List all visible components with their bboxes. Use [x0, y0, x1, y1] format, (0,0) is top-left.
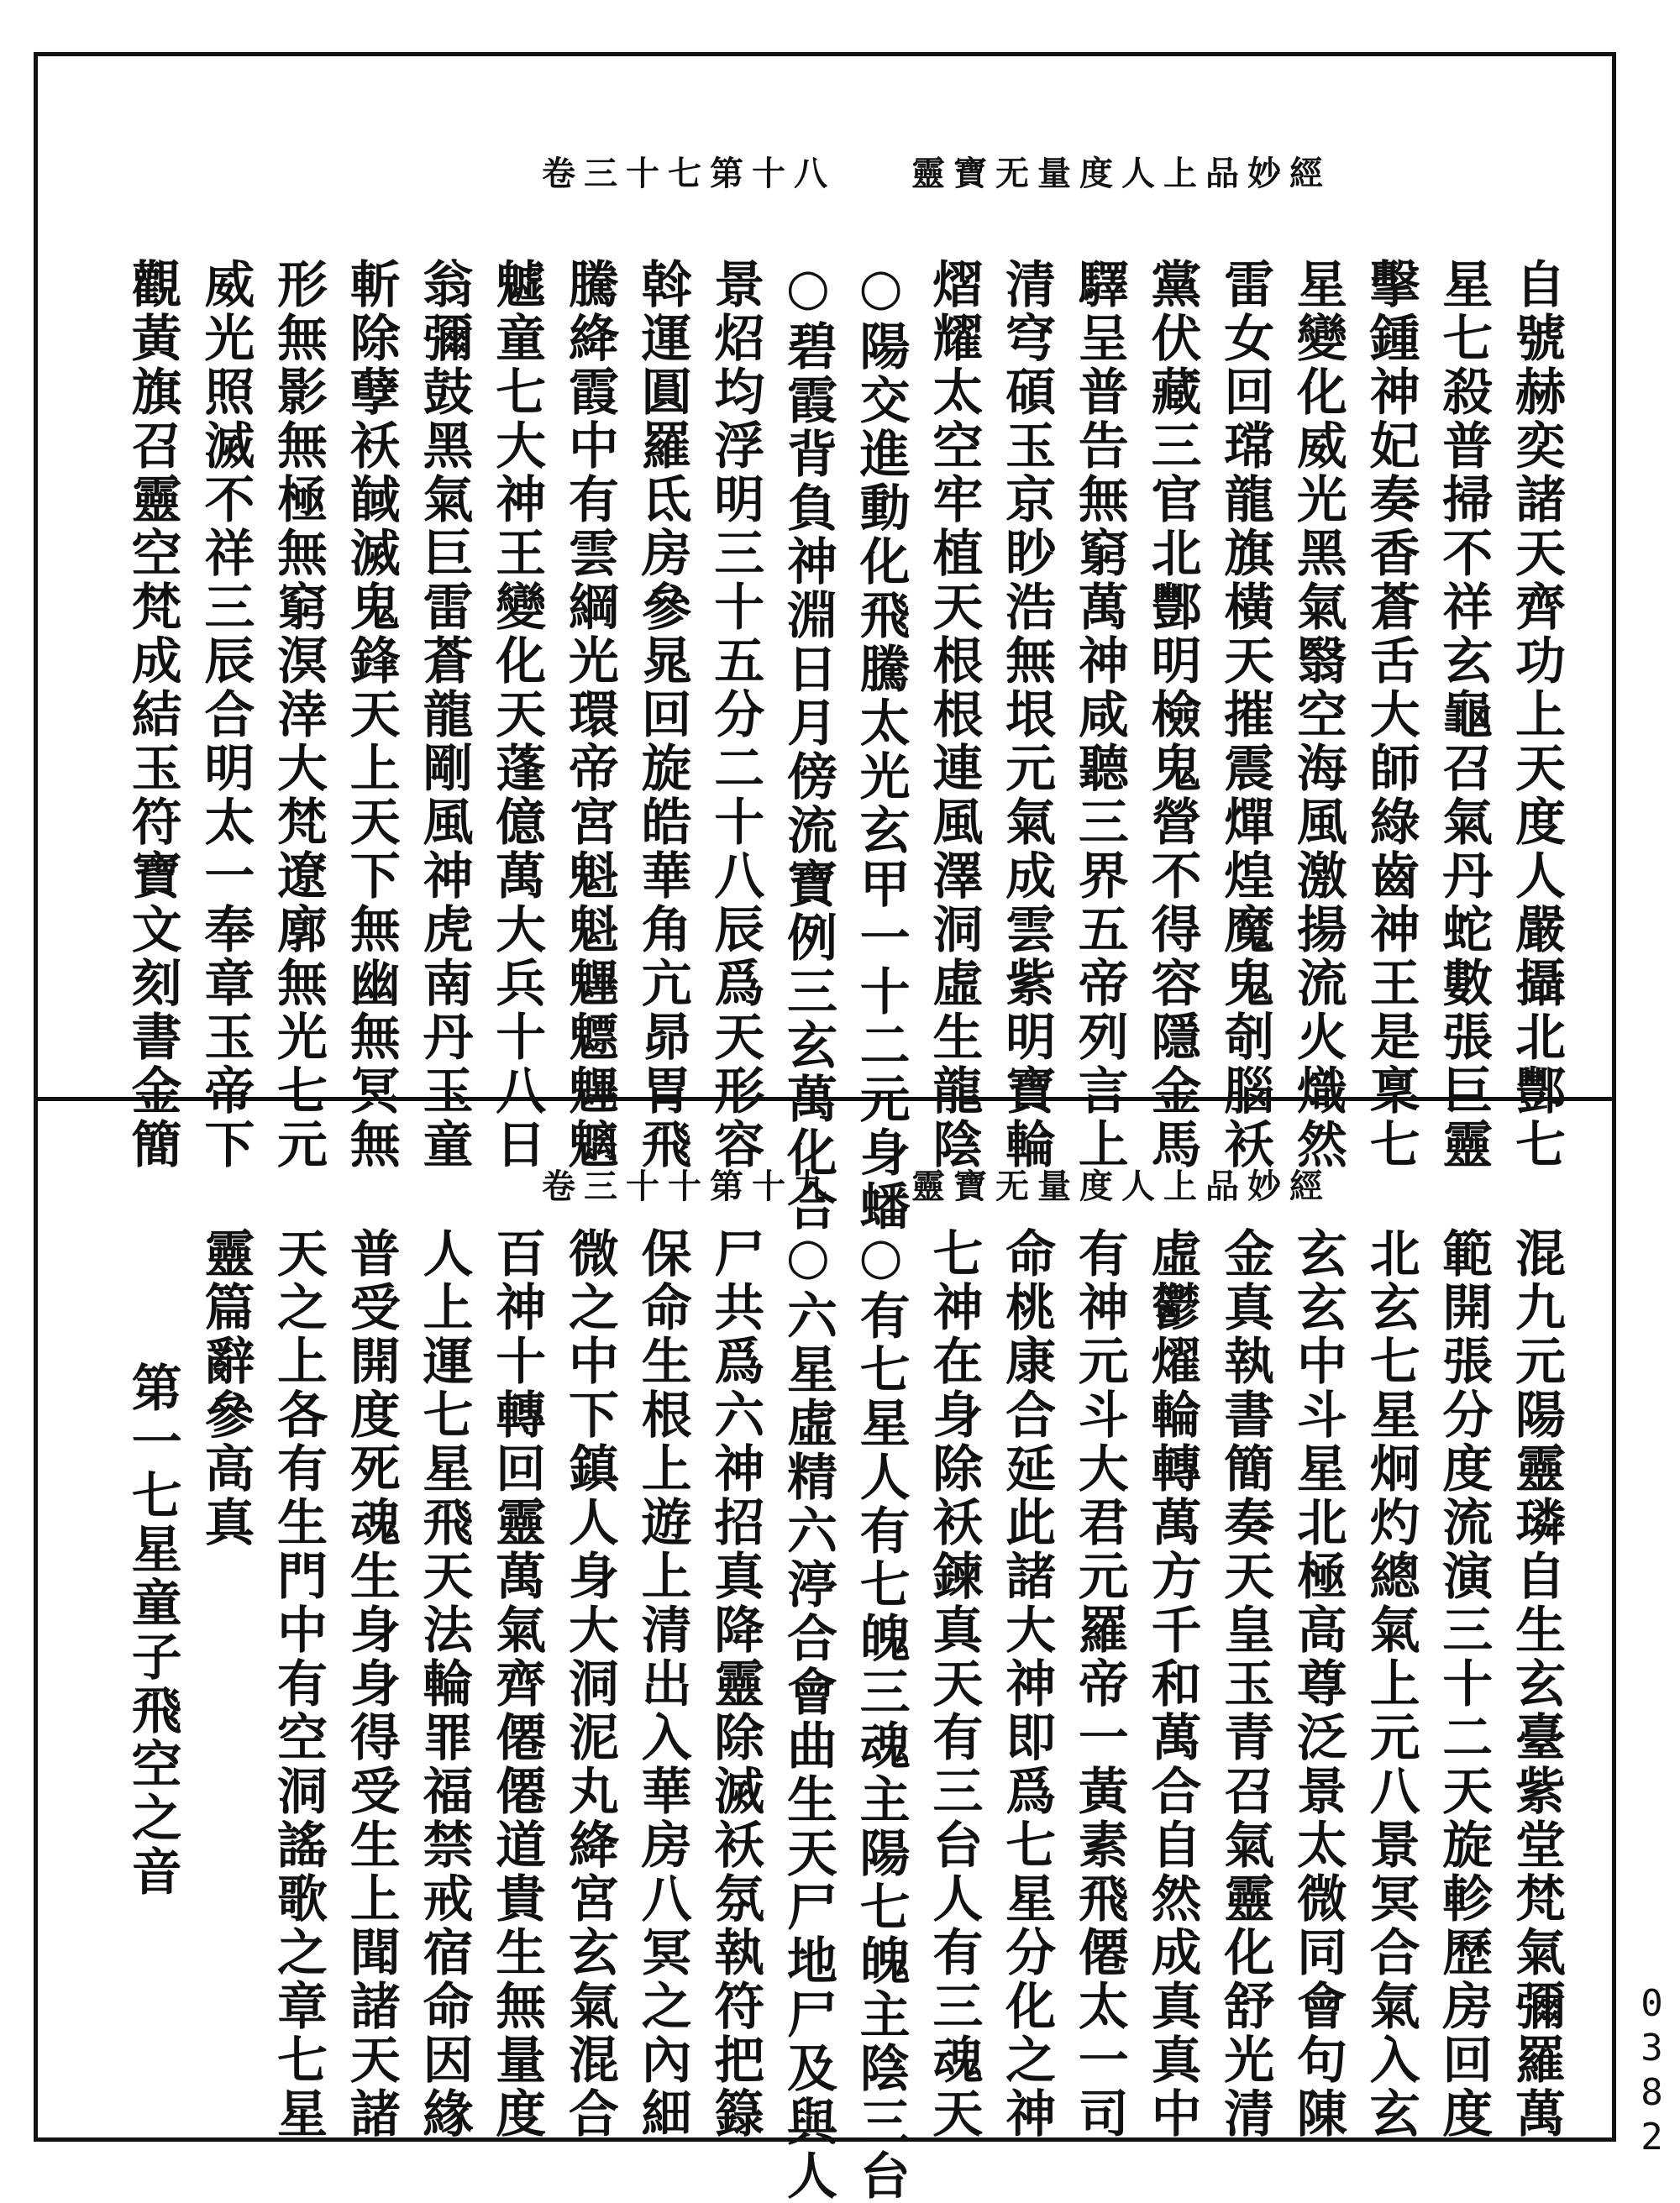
text-column: ○六星虛精六渟合會曲生天尸地尸及與人	[778, 1227, 837, 2203]
text-column: 天之上各有生門中有空洞謠歌之章七星	[269, 1227, 328, 2141]
lower-text-area	[105, 1227, 1566, 2203]
text-column: 人上運七星飛天法輪罪福禁戒宿命因緣	[414, 1227, 474, 2141]
text-column: 命桃康合延此諸大神即爲七星分化之神	[997, 1227, 1057, 2141]
text-column: 自號赫奕諸天齊功上天度人嚴攝北酆七	[1507, 258, 1566, 1172]
upper-header-title: 靈寶无量度人上品妙經	[911, 154, 1331, 193]
text-column: 形無影無極無窮溟涬大梵遼廓無光七元	[269, 258, 328, 1172]
text-column: 熠耀太空牢植天根根連風澤洞虛生龍陰	[924, 258, 984, 1172]
text-column: 星七殺普掃不祥玄龜召氣丹蛇數張巨靈	[1434, 258, 1494, 1172]
text-column: 星變化威光黑氣翳空海風激揚流火熾然	[1288, 258, 1347, 1172]
text-column: 驛呈普告無窮萬神咸聽三界五帝列言上	[1069, 258, 1129, 1172]
text-column: ○有七星人有七魄三魂主陽七魄主陰三台	[851, 1227, 911, 2203]
text-column: 騰絳霞中有雲綱光環帝宮魁魁魓魒魓魑	[559, 258, 619, 1172]
text-column: 虛鬱燿輪轉萬方千和萬合自然成真真中	[1142, 1227, 1202, 2141]
text-column: 玄玄中斗星北極高尊泛景太微同會句陳	[1288, 1227, 1347, 2141]
lower-panel	[38, 1101, 1612, 2203]
text-column: 威光照滅不祥三辰合明太一奉章玉帝下	[196, 258, 255, 1172]
text-column: 混九元陽靈璘自生玄臺紫堂梵氣彌羅萬	[1507, 1227, 1566, 2141]
text-column: 黨伏藏三官北酆明檢鬼營不得容隱金馬	[1142, 258, 1202, 1172]
text-column: 普受開度死魂生身身得受生上聞諸天諸	[341, 1227, 401, 2141]
text-column: 尸共爲六神招真降靈除滅袄氛執符把籙	[706, 1227, 765, 2141]
text-column: 景炤均浮明三十五分二十八辰爲天形容	[706, 258, 765, 1172]
text-column: 有神元斗大君元羅帝一黃素飛僊太一司	[1069, 1227, 1129, 2141]
lower-header-juan: 卷三十十第十九	[542, 1167, 836, 1206]
text-column: 七神在身除袄鍊真天有三台人有三魂天	[924, 1227, 984, 2141]
text-column: ○陽交進動化飛騰太光玄甲一十二元身蟠	[851, 258, 911, 1234]
chapter-heading-column: 第一七星童子飛空之音	[123, 1361, 182, 1899]
text-column: 金真執書簡奏天皇玉青召氣靈化舒光清	[1215, 1227, 1275, 2141]
text-column: 雷女回瑺龍旗橫天摧震燀煌魔鬼剞腦袄	[1215, 258, 1275, 1172]
upper-header	[38, 147, 1612, 197]
page-frame	[34, 52, 1616, 2203]
text-column: 北玄七星炯灼總氣上元八景冥合氣入玄	[1361, 1227, 1420, 2141]
upper-header-juan: 卷三十七第十八	[542, 154, 836, 193]
lower-header-title: 靈寶无量度人上品妙經	[911, 1167, 1331, 1206]
text-column: 斬除孽袄馘滅鬼鋒天上天下無幽無冥無	[341, 258, 401, 1172]
text-column: 清穹碩玉京眇浩無垠元氣成雲紫明寶輪	[997, 258, 1057, 1172]
text-column: 擊鍾神妃奏香蒼舌大師綠齒神王是稟七	[1361, 258, 1420, 1172]
text-column: 觀黃旗召靈空梵成結玉符寶文刻書金簡	[123, 258, 182, 1172]
text-column: 範開張分度流演三十二天旋軫歷房回度	[1434, 1227, 1494, 2141]
text-column: 斡運圓羅氐房參晁回旋皓華角亢昴胃飛	[633, 258, 692, 1172]
text-column: ○碧霞背負神淵日月傍流寶例三玄萬化合	[778, 258, 837, 1234]
text-column: 保命生根上遊上清出入華房八冥之內細	[633, 1227, 692, 2141]
lower-header	[38, 1160, 1612, 1210]
text-column: 微之中下鎮人身大洞泥丸絳宮玄氣混合	[559, 1227, 619, 2141]
text-column: 翁彌鼓黑氣巨雷蒼龍剛風神虎南丹玉童	[414, 258, 474, 1172]
text-column: 魖童七大神王變化天蓬億萬大兵十八日	[487, 258, 547, 1172]
text-column: 靈篇辭參高真	[196, 1227, 255, 1550]
text-column: 百神十轉回靈萬氣齊僊僊道貴生無量度	[487, 1227, 547, 2141]
page-number: 0382	[1630, 1982, 1673, 2160]
